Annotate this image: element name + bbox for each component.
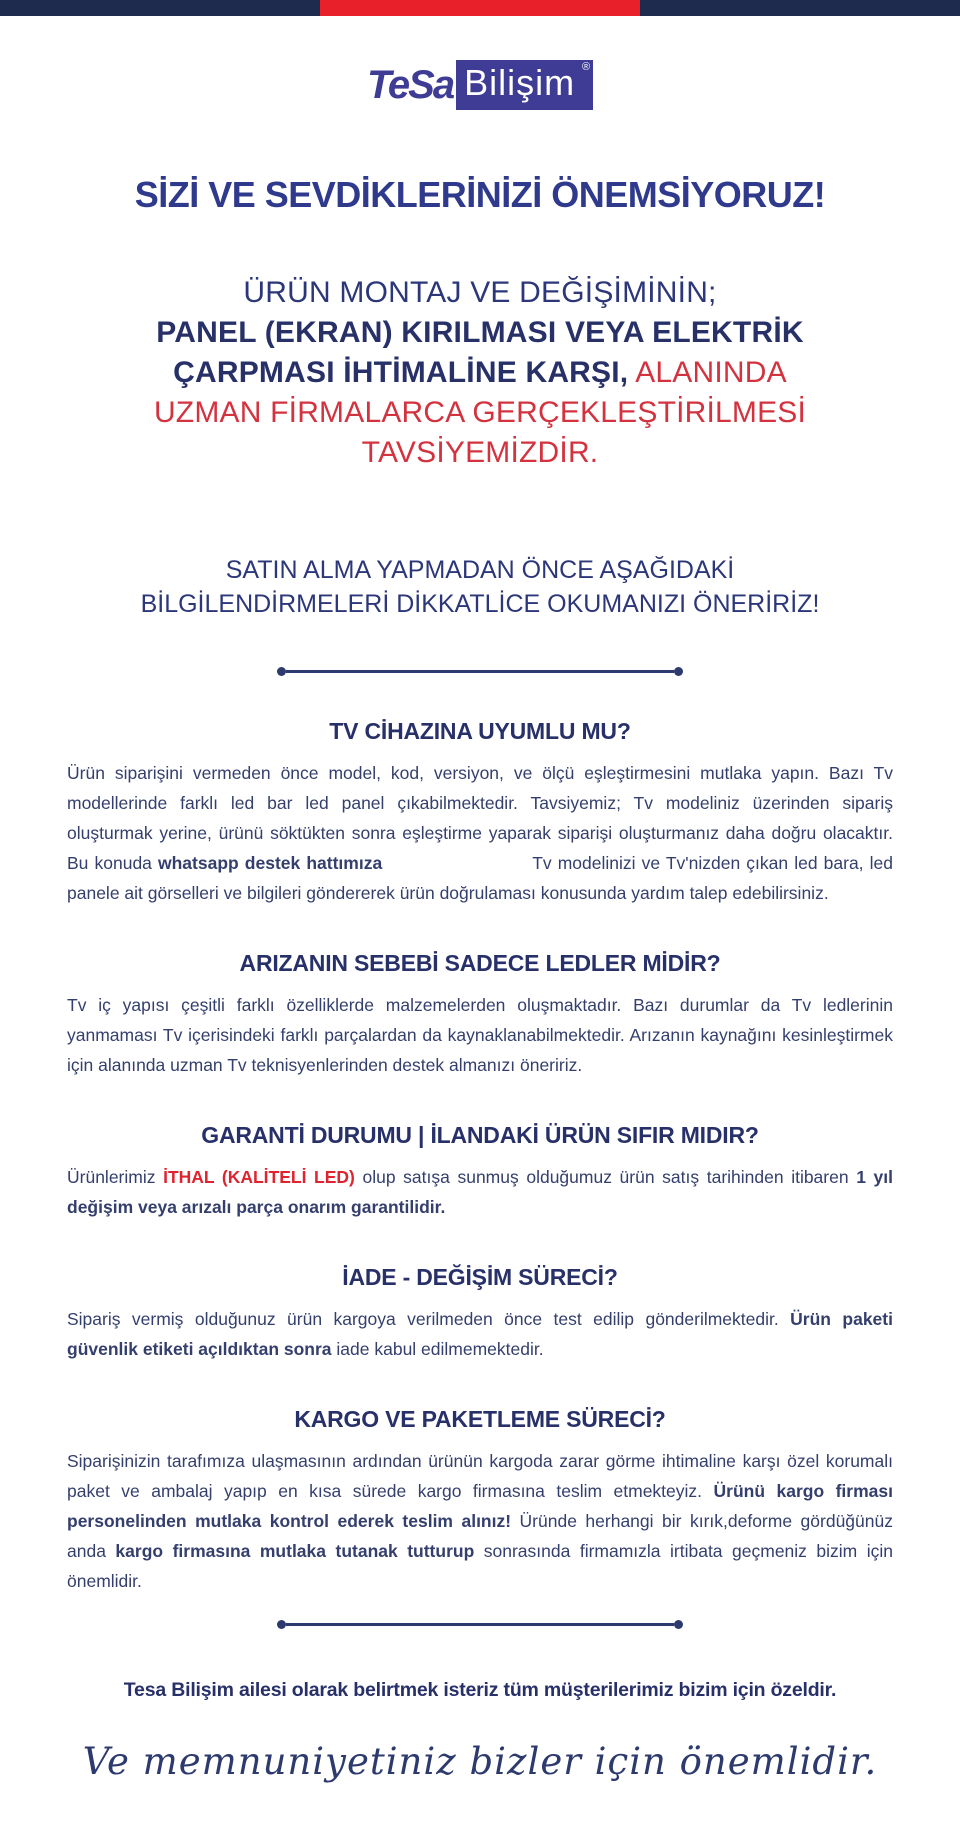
section-returns xyxy=(0,1264,960,1364)
divider-line xyxy=(286,670,674,673)
paragraph-bold-damage-report: kargo firmasına mutlaka tutanak tutturup xyxy=(115,1541,475,1561)
section-shipping xyxy=(0,1406,960,1596)
topbar-navy-left xyxy=(0,0,320,16)
brand-logo xyxy=(0,60,960,110)
heading-tv-compatibility: TV CİHAZINA UYUMLU MU? xyxy=(329,718,631,744)
paragraph-bold-inspect-delivery: Ürünü kargo firması personelinden mutlaka kontrol ederek teslim alınız! xyxy=(67,1481,893,1531)
logo-box-bilisim xyxy=(456,60,593,110)
paragraph-text: Ürünlerimiz xyxy=(67,1167,164,1187)
heading-shipping: KARGO VE PAKETLEME SÜRECİ? xyxy=(294,1406,666,1432)
subtitle-line-1: ÜRÜN MONTAJ VE DEĞİŞİMİNİN; xyxy=(243,276,717,309)
notice-line-2: BİLGİLENDİRMELERİ DİKKATLİCE OKUMANIZI ÖNERİRİZ! xyxy=(140,590,820,618)
paragraph-text: olup satışa sunmuş olduğumuz ürün satış tarihinden itibaren xyxy=(354,1167,857,1187)
signature-script-line: Ve memnuniyetiniz bizler için önemlidir. xyxy=(82,1740,878,1783)
paragraph-tv-compatibility xyxy=(67,758,893,908)
paragraph-text: Ürün siparişini vermeden önce model, kod, versiyon, ve ölçü eşleştirmesini mutlaka yapın. Bazı Tv modellerinde farklı led bar led panel çıkabilmektedir. Tavsiyemiz; Tv modeliniz üzerinden sipariş oluşturmak yerine, ürünü söktükten sonra eşleştirme yaparak siparişi oluşturmanız daha doğru olacaktır. Bu konuda xyxy=(67,763,893,873)
paragraph-bold-whatsapp: whatsapp destek hattımıza xyxy=(158,853,383,873)
section-warranty xyxy=(0,1122,960,1222)
topbar-red-center xyxy=(320,0,640,16)
subtitle-line-4: UZMAN FİRMALARCA GERÇEKLEŞTİRİLMESİ xyxy=(153,396,807,429)
paragraph-text: Tv modelinizi ve Tv'nizden çıkan led bara, led panele ait görselleri ve bilgileri göndererek ürün doğrulaması konusunda yardım talep edebilirsiniz. xyxy=(67,853,893,903)
registered-trademark-icon: ® xyxy=(581,61,591,73)
section-divider-top xyxy=(277,667,683,676)
paragraph-text: sonrasında firmamızla irtibata geçmeniz bizim için önemlidir. xyxy=(67,1541,893,1591)
section-tv-compatibility xyxy=(0,718,960,908)
page-title: SİZİ VE SEVDİKLERİNİZİ ÖNEMSİYORUZ! xyxy=(134,174,826,215)
paragraph-warranty xyxy=(67,1162,893,1222)
pre-purchase-notice xyxy=(0,553,960,621)
paragraph-text: Siparişinizin tarafımıza ulaşmasının ardından ürünün kargoda zarar görme ihtimaline karşı özel korumalı paket ve ambalaj yapıp en kısa sürede kargo firmasına teslim etmekteyiz. xyxy=(67,1451,893,1501)
subtitle-line-3-bold: ÇARPMASI İHTİMALİNE KARŞI, xyxy=(173,356,629,389)
paragraph-bold-security-seal: Ürün paketi güvenlik etiketi açıldıktan sonra xyxy=(67,1309,893,1359)
logo-text-tesa: TeSa xyxy=(366,62,454,107)
section-fault-cause xyxy=(0,950,960,1080)
paragraph-fault-cause xyxy=(67,990,893,1080)
heading-fault-cause: ARIZANIN SEBEBİ SADECE LEDLER MİDİR? xyxy=(239,950,721,976)
subtitle-line-3-red: ALANINDA xyxy=(628,356,787,389)
paragraph-text: Sipariş vermiş olduğunuz ürün kargoya verilmeden önce test edilip gönderilmektedir. xyxy=(67,1309,791,1329)
divider-dot-left xyxy=(277,667,286,676)
divider-dot-right xyxy=(674,1620,683,1629)
divider-dot-right xyxy=(674,667,683,676)
heading-warranty: GARANTİ DURUMU | İLANDAKİ ÜRÜN SIFIR MIDIR? xyxy=(201,1122,759,1148)
notice-line-1: SATIN ALMA YAPMADAN ÖNCE AŞAĞIDAKİ xyxy=(225,556,735,584)
divider-line xyxy=(286,1623,674,1626)
subtitle-line-2: PANEL (EKRAN) KIRILMASI VEYA ELEKTRİK xyxy=(156,316,804,349)
paragraph-returns xyxy=(67,1304,893,1364)
paragraph-text: iade kabul edilmemektedir. xyxy=(331,1339,544,1359)
top-accent-bar xyxy=(0,0,960,16)
paragraph-red-bold-ithal: İTHAL (KALİTELİ LED) xyxy=(163,1167,355,1187)
section-divider-bottom xyxy=(277,1620,683,1629)
subtitle-line-5: TAVSİYEMİZDİR. xyxy=(361,436,599,469)
paragraph-bold-warranty-term: 1 yıl değişim veya arızalı parça onarım garantilidir. xyxy=(67,1167,893,1217)
divider-dot-left xyxy=(277,1620,286,1629)
closing-statement: Tesa Bilişim ailesi olarak belirtmek isteriz tüm müşterilerimiz bizim için özeldir. xyxy=(123,1679,837,1701)
paragraph-text: Üründe herhangi bir kırık,deforme gördüğünüz anda xyxy=(67,1511,893,1561)
logo-text-bilisim: Bilişim xyxy=(464,62,576,103)
topbar-navy-right xyxy=(640,0,960,16)
paragraph-text: Tv iç yapısı çeşitli farklı özelliklerde malzemelerden oluşmaktadır. Bazı durumlar da Tv ledlerinin yanmaması Tv içerisindeki farklı parçalardan da kaynaklanabilmektedir. Arızanın kaynağını kesinleştirmek için alanında uzman Tv teknisyenlerinden destek almanızı öneririz. xyxy=(67,995,893,1075)
heading-returns: İADE - DEĞİŞİM SÜRECİ? xyxy=(342,1264,618,1290)
hero-subtitle xyxy=(0,273,960,473)
paragraph-shipping xyxy=(67,1446,893,1596)
